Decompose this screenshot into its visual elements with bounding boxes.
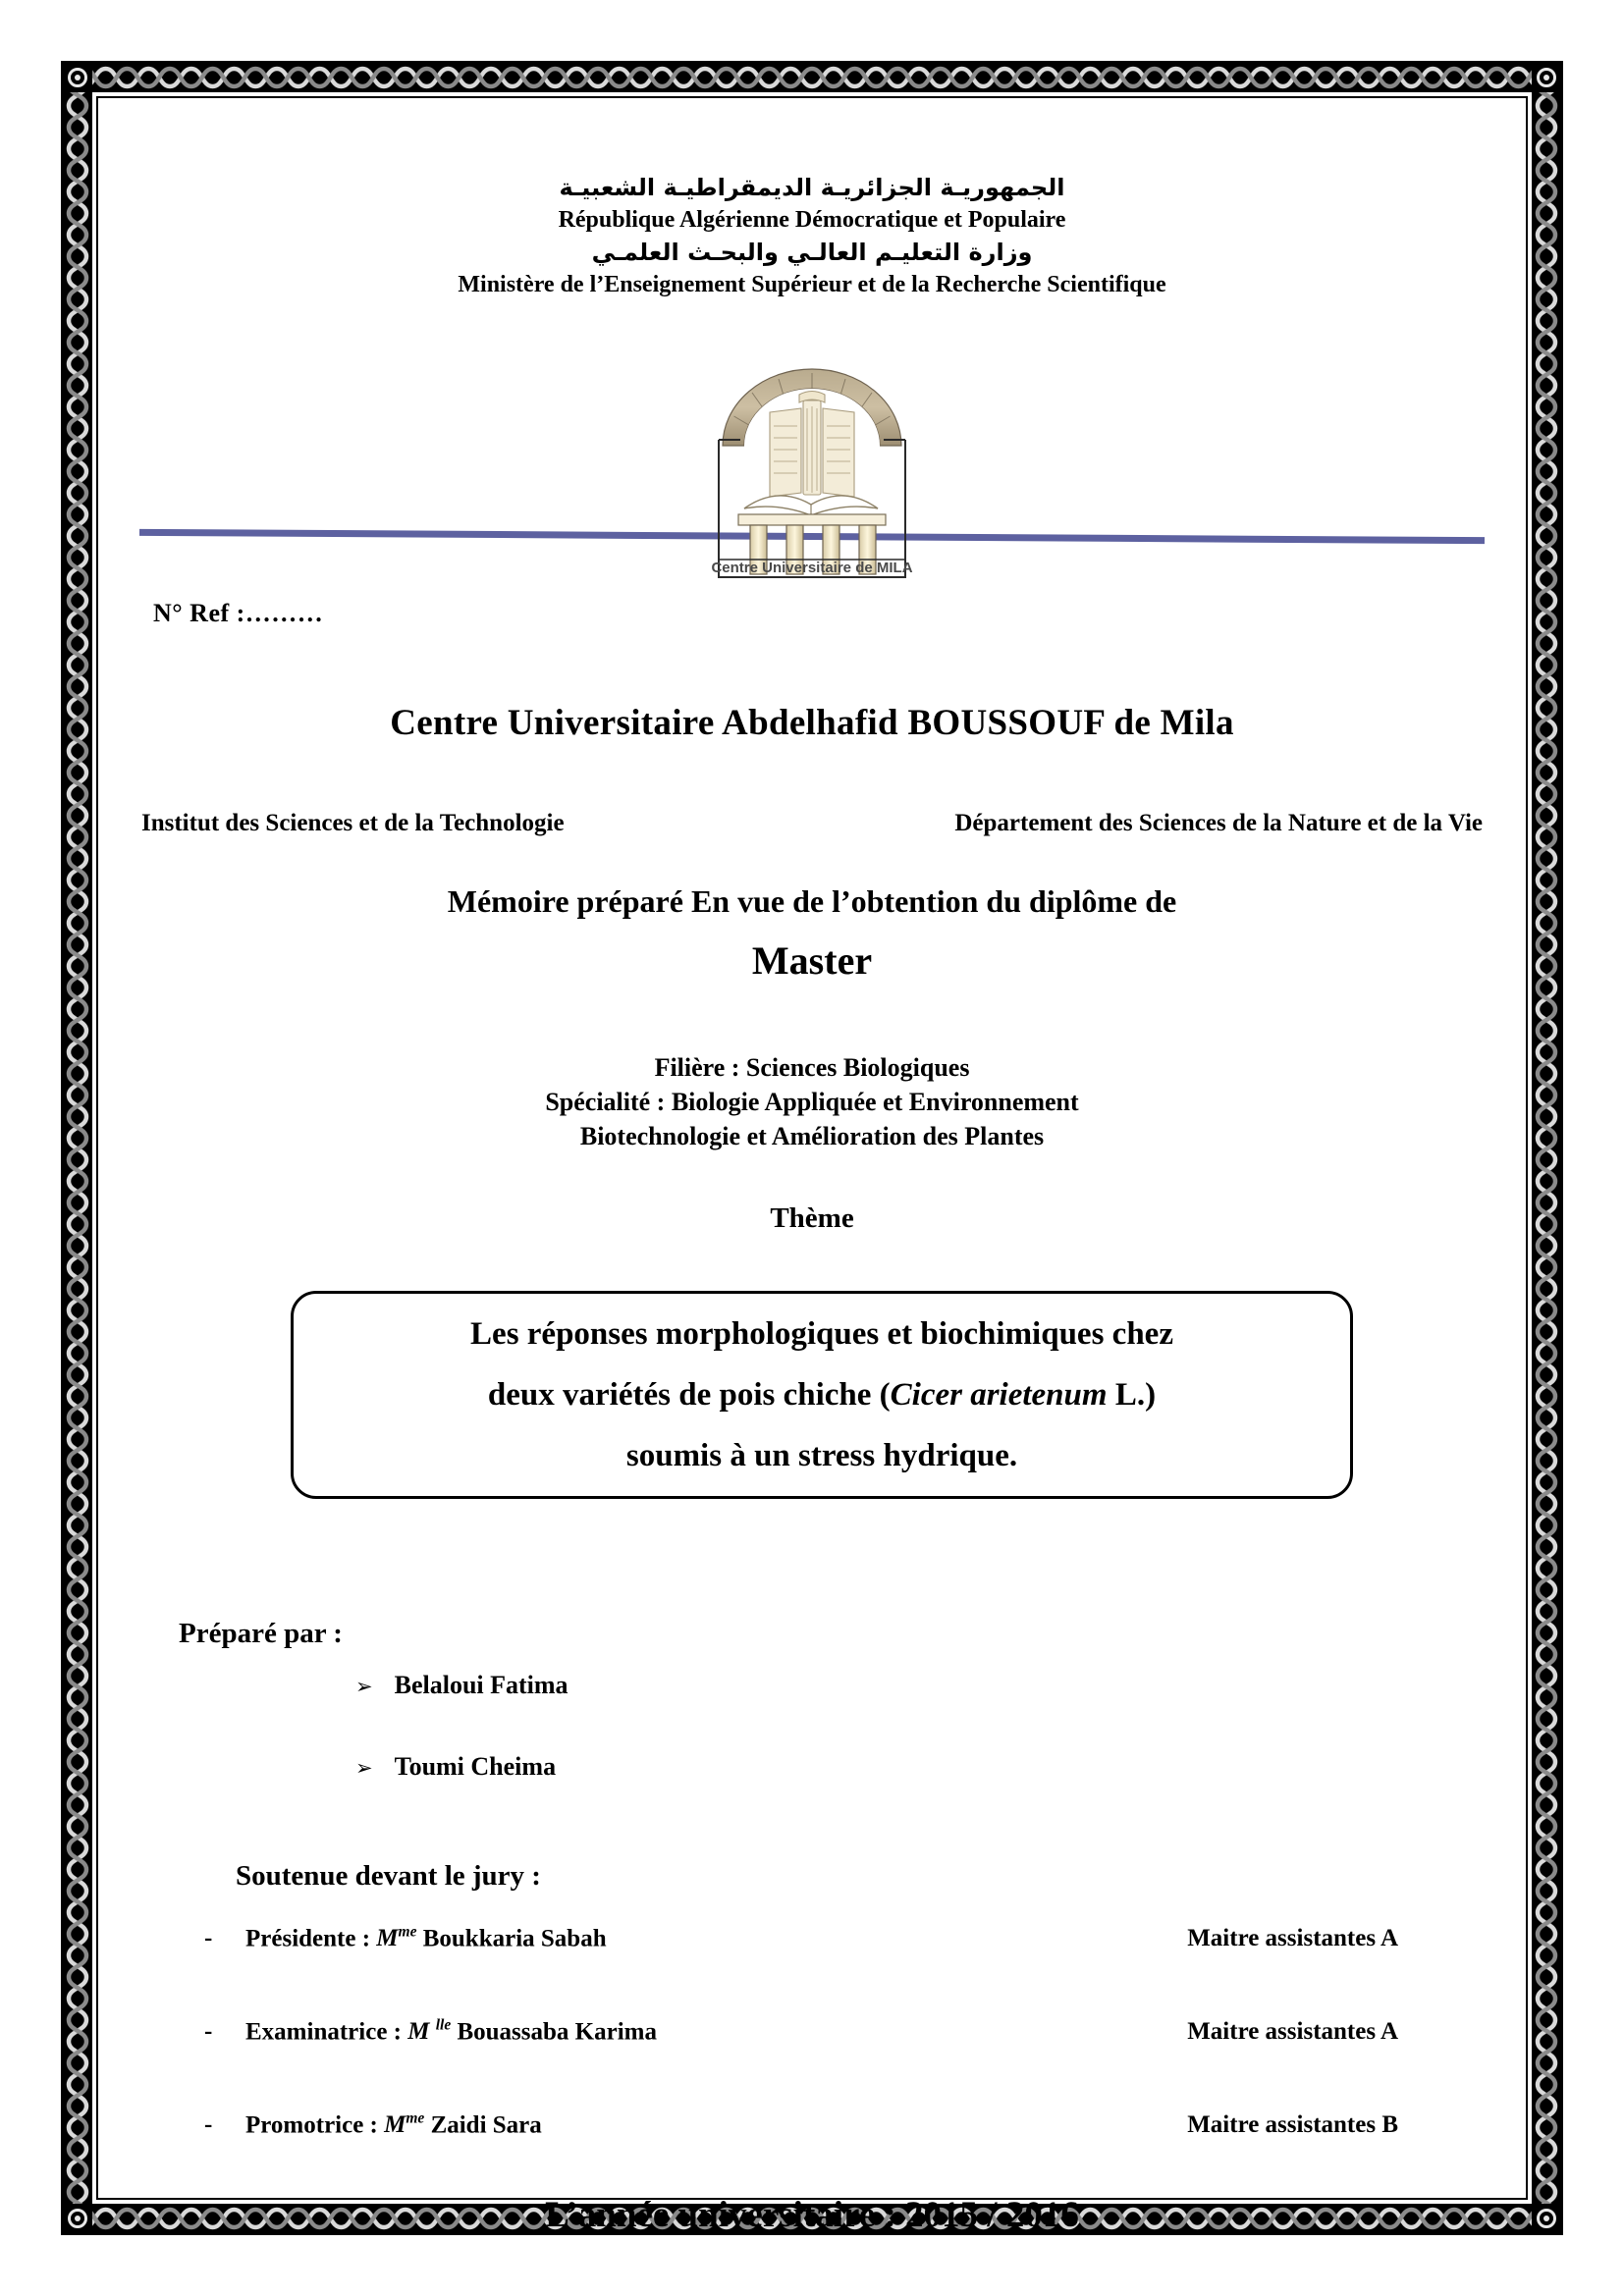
thesis-title-line-2 [488, 1364, 1156, 1425]
corner-ring-icon-top-right [1532, 63, 1561, 92]
author-name: Belaloui Fatima [394, 1671, 568, 1699]
species-name: Cicer arietenum [890, 1377, 1108, 1413]
thesis-title-line-2-pre: deux variétés de pois chiche ( [487, 1377, 891, 1413]
logo-caption: Centre Universitaire de MILA [711, 560, 913, 576]
author-name: Toumi Cheima [394, 1752, 557, 1781]
jury-role [245, 2110, 1187, 2139]
jury-member-name: Bouassaba Karima [451, 2018, 657, 2046]
jury-honorific-sup: me [406, 2110, 425, 2127]
jury-role-prefix: Présidente : [245, 1925, 377, 1952]
jury-grade: Maitre assistantes A [1187, 1925, 1398, 1952]
jury-honorific-base: M [376, 1925, 399, 1952]
arrow-bullet-icon: ➢ [355, 1756, 373, 1780]
degree-level: Master [751, 938, 873, 983]
thesis-title-line-2-post: L.) [1107, 1377, 1157, 1413]
institute-department-row [141, 810, 1483, 837]
authors-label: Préparé par : [179, 1618, 343, 1649]
braid-pattern-icon [63, 63, 1561, 92]
arabic-ministry-line: وزارة التعليـم العالـي والبحـث العلمـي [591, 239, 1033, 266]
jury-grade: Maitre assistantes A [1187, 2018, 1398, 2046]
jury-grade: Maitre assistantes B [1187, 2111, 1398, 2139]
braid-border-left [63, 63, 92, 2233]
jury-dash: - [204, 2111, 213, 2139]
arrow-bullet-icon: ➢ [355, 1675, 373, 1698]
corner-ring-icon-top-left [63, 63, 92, 92]
corner-ring-icon-bottom-right [1532, 2204, 1561, 2233]
jury-dash: - [204, 2018, 213, 2046]
jury-honorific-sup: lle [435, 2017, 452, 2034]
french-ministry-line: Ministère de l’Enseignement Supérieur et de la Recherche Scientifique [458, 272, 1166, 297]
french-republic-line: République Algérienne Démocratique et Populaire [558, 207, 1066, 233]
jury-honorific [407, 2018, 451, 2045]
braid-border-right [1532, 63, 1561, 2233]
academic-year: L’année universitaire : 2015 / 2016 [545, 2195, 1079, 2235]
specialite-line: Spécialité : Biologie Appliquée et Environnement [545, 1088, 1079, 1116]
memoire-statement: Mémoire préparé En vue de l’obtention du diplôme de [447, 883, 1177, 919]
jury-role-prefix: Promotrice : [245, 2111, 385, 2139]
jury-member-name: Zaidi Sara [424, 2111, 542, 2139]
theme-label: Thème [770, 1202, 854, 1234]
jury-honorific [376, 1925, 416, 1951]
braid-pattern-icon [1532, 63, 1561, 2233]
thesis-title-line-3: soumis à un stress hydrique. [625, 1438, 1018, 1473]
reference-number: N° Ref :……… [153, 599, 324, 627]
thesis-title-box [291, 1291, 1353, 1499]
content-frame [96, 96, 1528, 2235]
cover-content [98, 98, 1526, 2235]
jury-role-prefix: Examinatrice : [245, 2018, 408, 2046]
university-logo [701, 355, 923, 581]
corner-ring-icon-bottom-left [63, 2204, 92, 2233]
jury-role [245, 2017, 1187, 2046]
arabic-republic-line: الجمهوريـة الجزائريـة الديمقراطيـة الشعبيـة [559, 174, 1065, 201]
university-name: Centre Universitaire Abdelhafid BOUSSOUF de Mila [390, 703, 1234, 743]
jury-member-row [204, 2017, 1398, 2046]
jury-member-row [204, 1924, 1398, 1952]
option-line: Biotechnologie et Amélioration des Plantes [579, 1122, 1045, 1150]
jury-dash: - [204, 1925, 213, 1952]
braid-border-top [63, 63, 1561, 92]
department-name: Département des Sciences de la Nature et de la Vie [954, 810, 1483, 836]
author-item [355, 1752, 556, 1782]
jury-honorific-base: M [407, 2018, 436, 2046]
specialization-block [98, 1050, 1526, 1153]
braid-pattern-icon [63, 63, 92, 2233]
jury-label: Soutenue devant le jury : [236, 1860, 541, 1892]
decorative-frame [61, 61, 1563, 2235]
jury-role [245, 1924, 1187, 1952]
university-seal-icon [701, 355, 923, 581]
thesis-title-line-1: Les réponses morphologiques et biochimiques chez [470, 1316, 1173, 1352]
institute-name: Institut des Sciences et de la Technologie [141, 810, 565, 836]
author-item [355, 1671, 568, 1700]
official-header [98, 171, 1526, 300]
jury-honorific [384, 2111, 424, 2138]
jury-member-row [204, 2110, 1398, 2139]
jury-honorific-base: M [384, 2111, 406, 2139]
filiere-line: Filière : Sciences Biologiques [654, 1053, 970, 1082]
jury-honorific-sup: me [398, 1924, 417, 1941]
jury-member-name: Boukkaria Sabah [416, 1925, 607, 1952]
